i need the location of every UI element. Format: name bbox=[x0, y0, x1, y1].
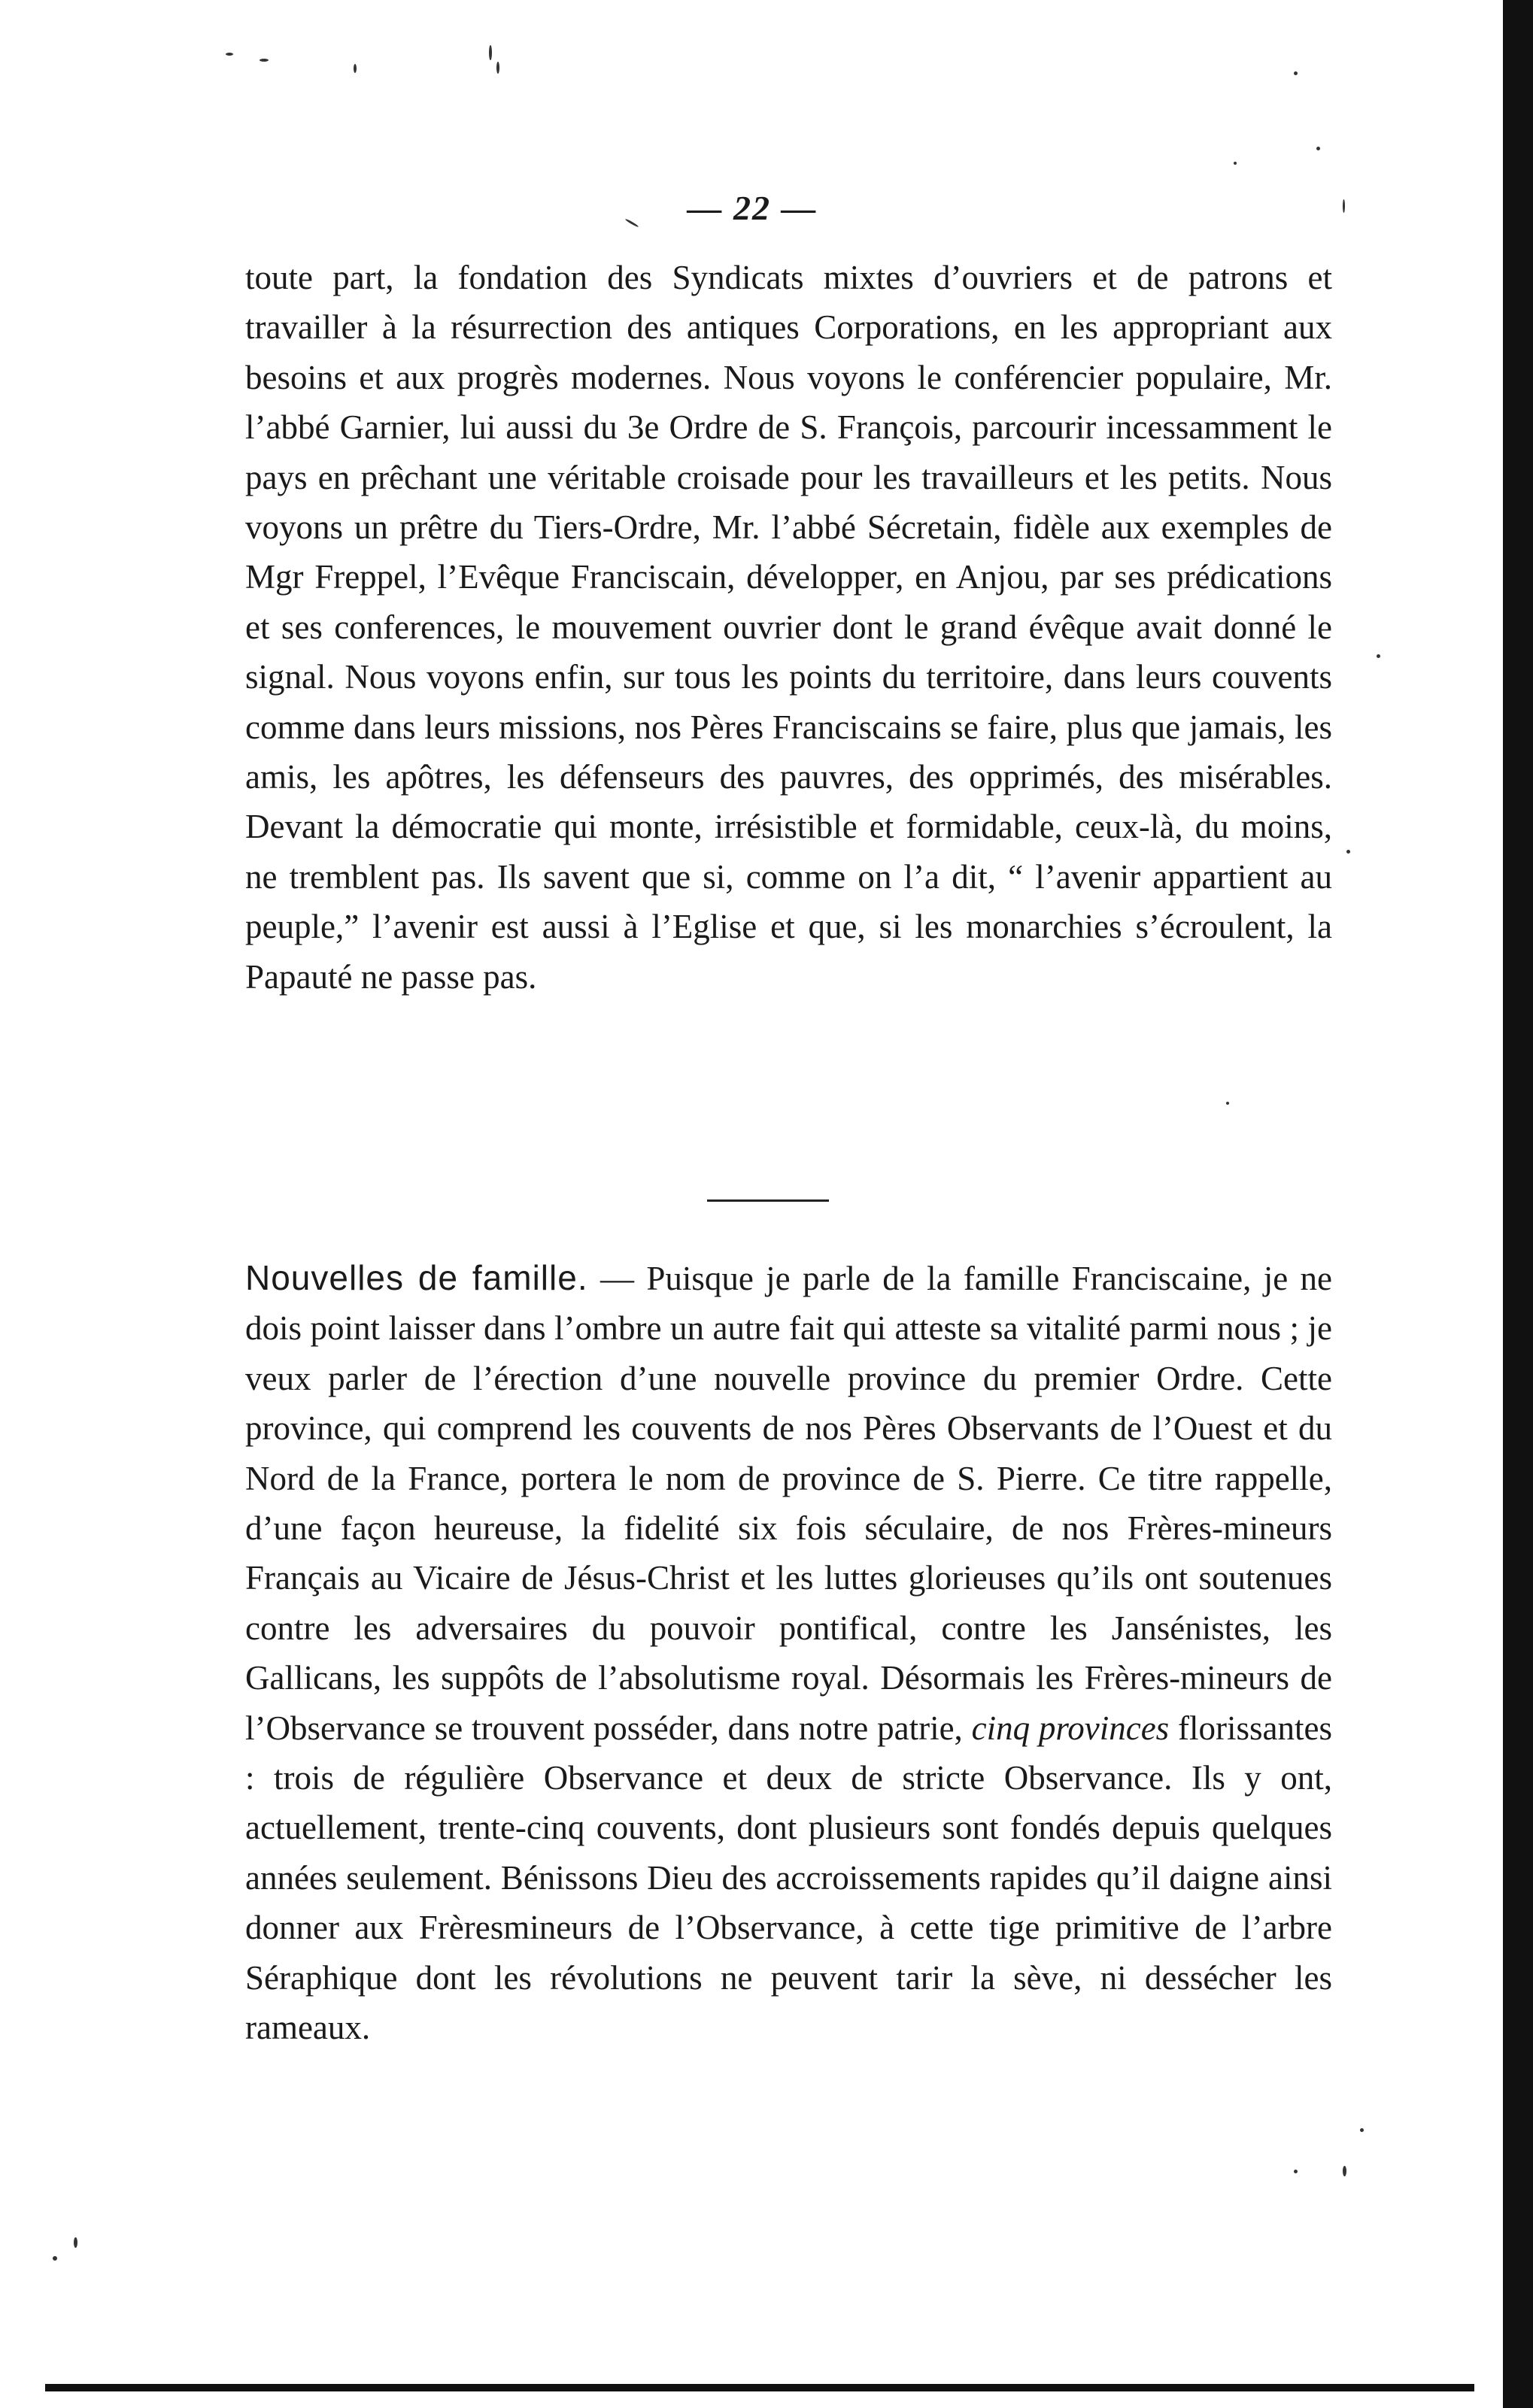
scan-speck bbox=[226, 53, 233, 56]
scan-speck bbox=[1343, 2166, 1346, 2176]
scan-speck bbox=[1316, 147, 1320, 150]
page-number: — 22 — bbox=[687, 189, 818, 227]
scan-speck bbox=[1234, 162, 1237, 165]
scan-speck bbox=[1360, 2128, 1364, 2132]
page-edge-border bbox=[1503, 0, 1533, 2408]
paragraph-2-tail: florissantes : trois de régulière Observance et deux de stricte Observance. Ils y ont, actuellement, trente-cinq couvents, dont plusieurs sont fondés depuis quelques années seulement. Bénissons Dieu des accroissements rapides qu’il daigne ainsi donner aux Frèresmineurs de l’Observance, à cette tige primitive de l’arbre Séraphique dont les révolutions ne peuvent tarir la sève, ni dessécher les rameaux. bbox=[245, 1709, 1332, 2047]
scan-speck bbox=[53, 2256, 57, 2261]
scan-speck bbox=[74, 2237, 77, 2248]
scan-speck bbox=[496, 62, 499, 74]
paragraph-1: toute part, la fondation des Syndicats mixtes d’ouvriers et de patrons et travailler à la résurrection des antiques Corporations, en les appropriant aux besoins et aux progrès modernes. Nous voyons le conférencier populaire, Mr. l’abbé Garnier, lui aussi du 3e Ordre de S. François, parcourir incessamment le pays en prêchant une véritable croisade pour les travailleurs et les petits. Nous voyons un prêtre du Tiers-Ordre, Mr. l’abbé Sécretain, fidèle aux exemples de Mgr Freppel, l’Evêque Franciscain, développer, en Anjou, par ses prédications et ses conferences, le mouvement ouvrier dont le grand évêque avait donné le signal. Nous voyons enfin, sur tous les points du territoire, dans leurs couvents comme dans leurs missions, nos Pères Franciscains se faire, plus que jamais, les amis, les apôtres, les défenseurs des pauvres, des opprimés, des misérables. Devant la démocratie qui monte, irrésistible et formidable, ceux-là, du moins, ne tremblent pas. Ils savent que si, comme on l’a dit, “ l’avenir appartient au peuple,” l’avenir est aussi à l’Eglise et que, si les monarchies s’écroulent, la Papauté ne passe pas. bbox=[245, 259, 1332, 996]
scan-speck bbox=[489, 45, 492, 60]
scan-speck bbox=[1346, 850, 1350, 854]
section-title: Nouvelles de famille. bbox=[245, 1258, 588, 1297]
scan-speck bbox=[1226, 1102, 1229, 1105]
paragraph-2-lead: — Puisque je parle de la famille Franciscaine, je ne dois point laisser dans l’ombre un autre fait qui atteste sa vitalité parmi nous ; je veux parler de l’érection d’une nouvelle province du premier Ordre. Cette province, qui comprend les couvents de nos Pères Observants de l’Ouest et du Nord de la France, portera le nom de province de S. Pierre. Ce titre rappelle, d’une façon heureuse, la fidelité six fois séculaire, de nos Frères-mineurs Français au Vicaire de Jésus-Christ et les luttes glorieuses qu’ils ont soutenues contre les adversaires du pouvoir pontifical, contre les Jansénistes, les Gallicans, les suppôts de l’absolutisme royal. Désormais les Frères-mineurs de l’Observance se trouvent posséder, dans notre patrie, bbox=[245, 1260, 1332, 1747]
scan-speck bbox=[1377, 654, 1380, 658]
bottom-rule bbox=[45, 2384, 1474, 2391]
scan-speck bbox=[260, 59, 269, 62]
paragraph-2 bbox=[245, 1253, 1332, 2053]
paragraph-2-emphasis: cinq provinces bbox=[971, 1709, 1170, 1747]
scan-speck bbox=[1294, 71, 1298, 75]
section-separator bbox=[707, 1199, 829, 1202]
scan-speck bbox=[1294, 2170, 1298, 2173]
scan-speck bbox=[354, 64, 357, 73]
